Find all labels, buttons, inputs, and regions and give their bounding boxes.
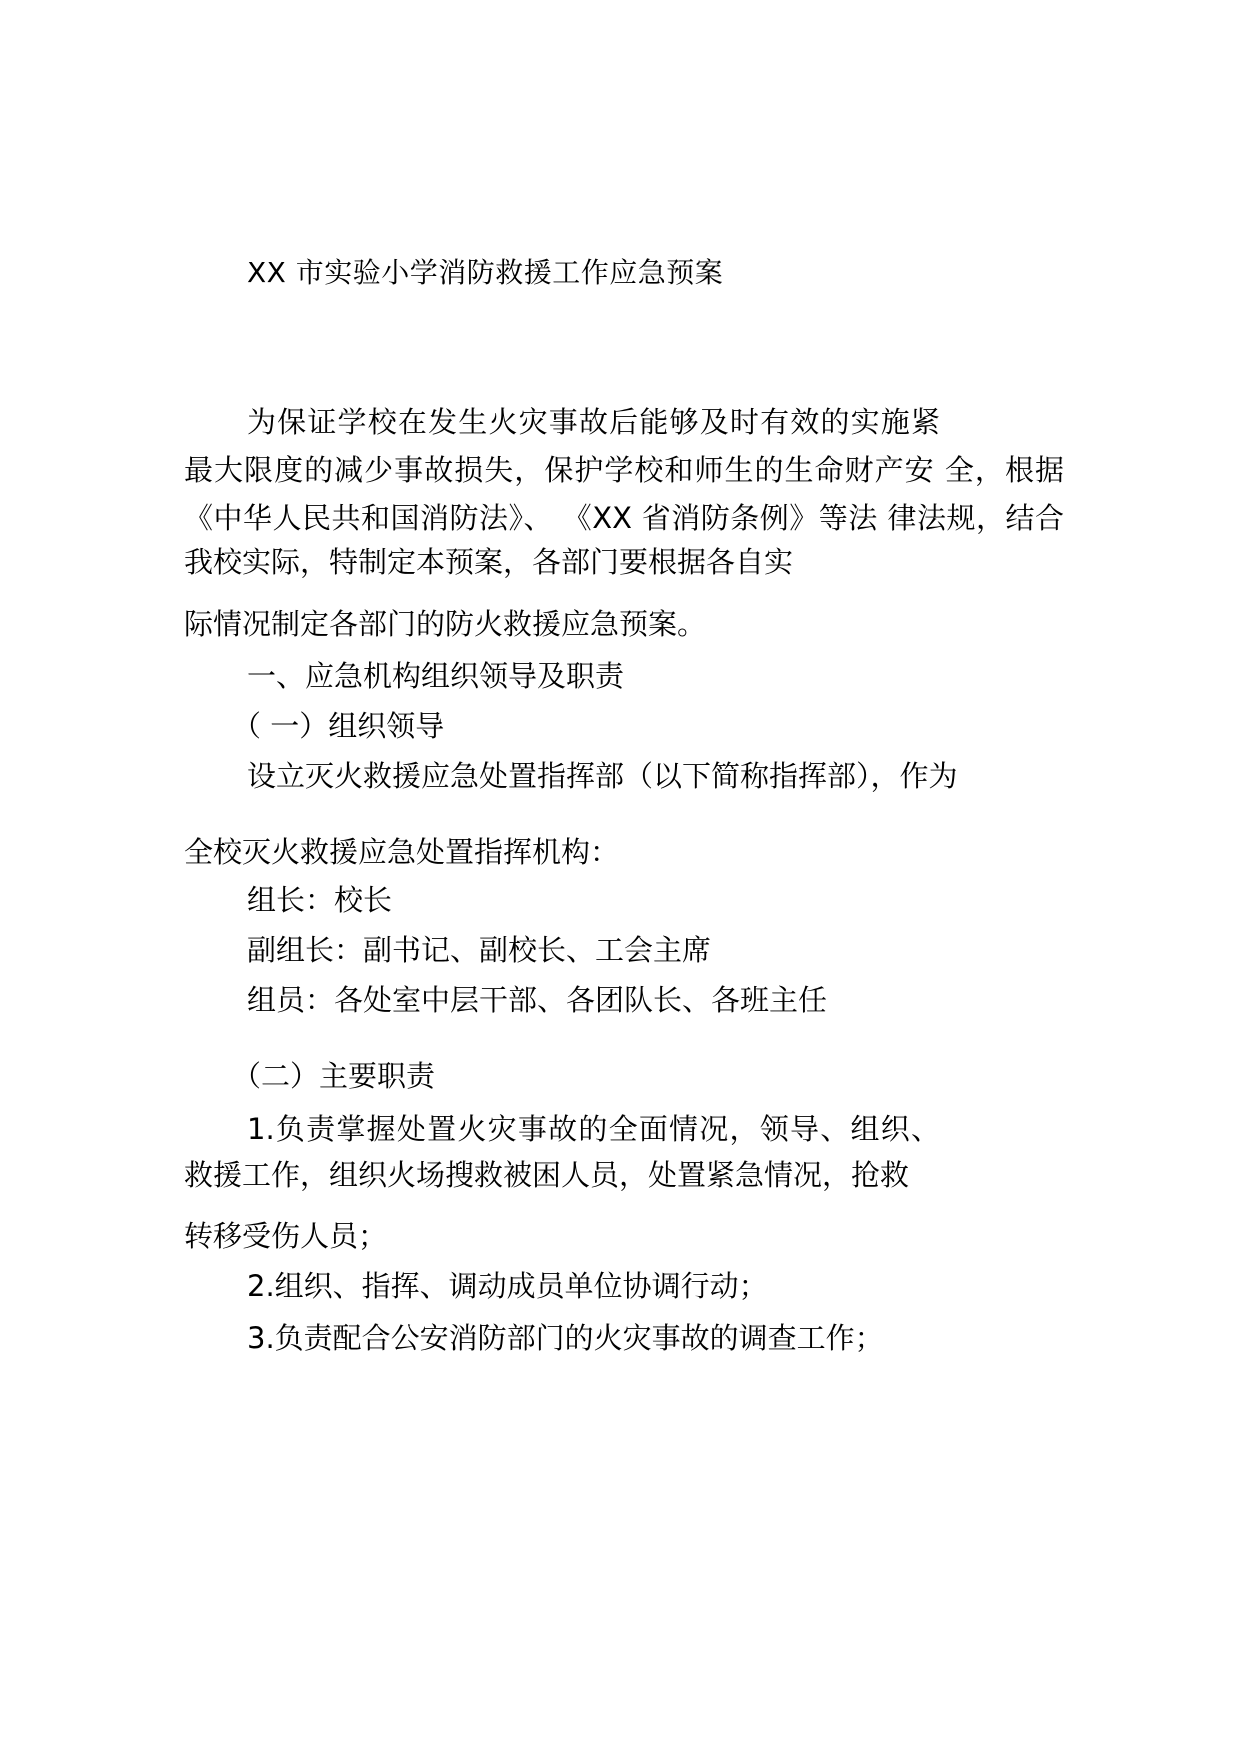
- section-heading: 一、应急机构组织领导及职责: [247, 659, 625, 693]
- paragraph-line: 全校灭火救援应急处置指挥机构：: [184, 835, 620, 869]
- role-line: 组员：各处室中层干部、各团队长、各班主任: [247, 983, 828, 1017]
- role-line: 副组长：副书记、副校长、工会主席: [247, 933, 712, 967]
- paragraph-line: 《中华人民共和国消防法》、 《XX 省消防条例》等法 律法规，结合: [184, 501, 1064, 535]
- list-item-line: 救援工作，组织火场搜救被困人员，处置紧急情况，抢救: [184, 1158, 910, 1192]
- paragraph-line: 我校实际，特制定本预案，各部门要根据各自实: [184, 545, 794, 579]
- paragraph-line: 际情况制定各部门的防火救援应急预案。: [184, 607, 707, 641]
- paragraph-line: 为保证学校在发生火灾事故后能够及时有效的实施紧: [247, 405, 940, 439]
- list-item-line: 转移受伤人员；: [184, 1219, 388, 1253]
- list-item-line: 1.负责掌握处置火灾事故的全面情况，领导、组织、: [247, 1112, 940, 1146]
- role-line: 组长：校长: [247, 883, 393, 917]
- subsection-heading: （ 一）组织领导: [232, 709, 445, 743]
- list-item: 2.组织、指挥、调动成员单位协调行动；: [247, 1269, 768, 1303]
- paragraph-line: 最大限度的减少事故损失，保护学校和师生的生命财产安 全，根据: [184, 453, 1064, 487]
- paragraph-line: 设立灭火救援应急处置指挥部（以下简称指挥部），作为: [247, 759, 958, 793]
- document-title: XX 市实验小学消防救援工作应急预案: [247, 256, 724, 289]
- list-item: 3.负责配合公安消防部门的火灾事故的调查工作；: [247, 1321, 884, 1355]
- subsection-heading: （二）主要职责: [232, 1059, 436, 1093]
